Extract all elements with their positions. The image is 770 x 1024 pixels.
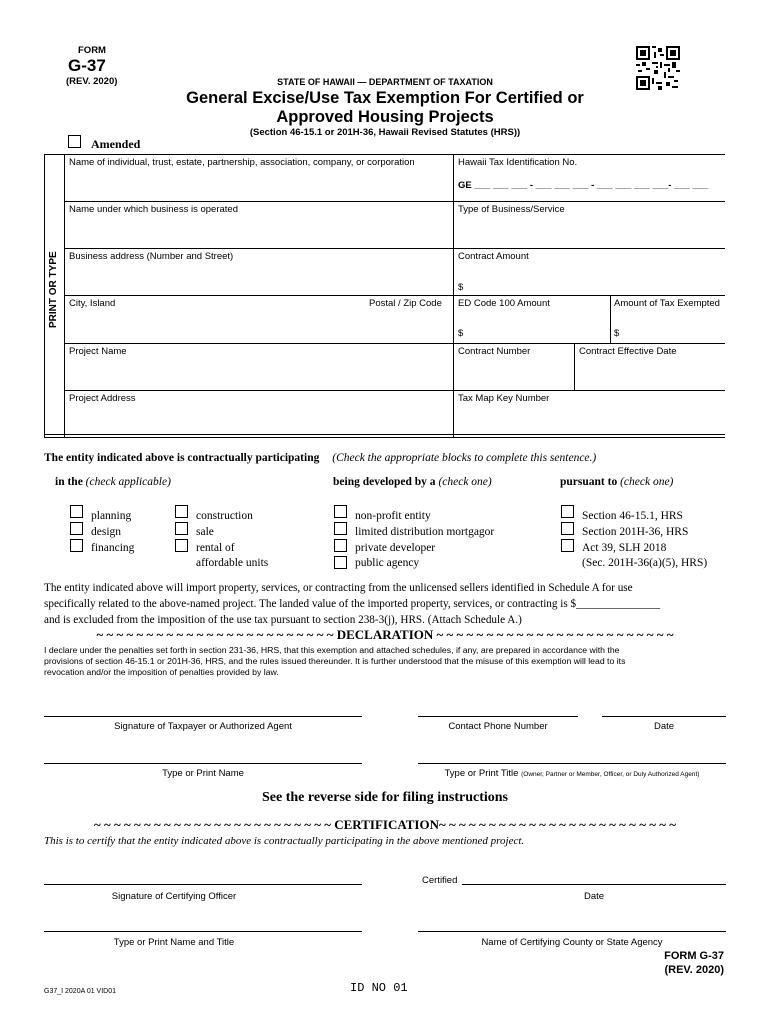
column-head-developer-text: being developed by a	[333, 476, 436, 488]
address-field[interactable]: Business address (Number and Street)	[69, 251, 234, 262]
tmk-field[interactable]: Tax Map Key Number	[458, 393, 550, 404]
planning-label: planning	[91, 510, 132, 522]
financing-label: financing	[91, 542, 135, 554]
column-head-authority-text: pursuant to	[560, 476, 618, 488]
contract-amount-field[interactable]: Contract Amount	[458, 251, 529, 262]
grid-bottom	[44, 434, 725, 435]
participation-instruction: (Check the appropriate blocks to complete this sentence.)	[332, 452, 597, 464]
row-line-2	[64, 248, 725, 249]
zip-field[interactable]: Postal / Zip Code	[369, 298, 442, 309]
section-201h-checkbox[interactable]	[561, 522, 574, 535]
print-name-label: Type or Print Name	[162, 768, 244, 779]
date-line[interactable]	[602, 716, 726, 717]
title-options: (Owner, Partner or Member, Officer, or Duly Authorized Agent)	[521, 771, 700, 778]
grid-split-2	[574, 343, 575, 390]
column-head-authority	[560, 476, 673, 488]
ed-code-field[interactable]: ED Code 100 Amount	[458, 298, 550, 309]
officer-name-line[interactable]	[44, 931, 362, 932]
planning-checkbox[interactable]	[70, 505, 83, 518]
rental-label-cont: affordable units	[196, 557, 269, 569]
mortgagor-label: limited distribution mortgagor	[355, 526, 495, 538]
taxpayer-signature-label: Signature of Taxpayer or Authorized Agent	[114, 721, 292, 732]
form-number: G-37	[68, 56, 106, 75]
officer-signature-label: Signature of Certifying Officer	[111, 891, 237, 902]
declaration-text	[44, 645, 726, 678]
participation-intro-text: The entity indicated above is contractually participating	[44, 452, 320, 464]
column-head-phase-note: (check applicable)	[85, 476, 171, 488]
print-title-line[interactable]	[418, 763, 726, 764]
form-title-line2: Approved Housing Projects	[276, 108, 494, 126]
column-head-phase-text: in the	[55, 476, 83, 488]
form-label: FORM	[78, 45, 106, 56]
mortgagor-checkbox[interactable]	[334, 522, 347, 535]
import-line-2[interactable]: specifically related to the above-named project. The landed value of the imported property, services, or contracting is $_______________	[44, 598, 661, 610]
rental-checkbox[interactable]	[175, 539, 188, 552]
import-line-1: The entity indicated above will import property, services, or contracting from the unlicensed sellers identified in Schedule A for use	[44, 582, 633, 594]
row-line-4	[64, 343, 725, 344]
print-title-text: Type or Print Title	[444, 768, 519, 779]
ed-code-dollar: $	[458, 328, 464, 339]
public-agency-label: public agency	[355, 557, 420, 569]
name-field[interactable]: Name of individual, trust, estate, partnership, association, company, or corporation	[69, 157, 415, 168]
declaration-line-1: I declare under the penalties set forth in section 231-36, HRS, that this exemption and attached schedules, if any, are prepared in accordance with the	[44, 645, 620, 655]
tax-id-field[interactable]: Hawaii Tax Identification No.	[458, 157, 578, 168]
section-46-checkbox[interactable]	[561, 505, 574, 518]
tax-exempted-dollar: $	[614, 328, 620, 339]
agency-name-line[interactable]	[418, 931, 726, 932]
column-head-developer-note: (check one)	[438, 476, 492, 488]
public-agency-checkbox[interactable]	[334, 556, 347, 569]
form-title-line1: General Excise/Use Tax Exemption For Certified or	[186, 89, 584, 107]
print-or-type-label: PRINT OR TYPE	[48, 251, 59, 328]
construction-checkbox[interactable]	[175, 505, 188, 518]
column-head-authority-note: (check one)	[620, 476, 674, 488]
form-revision: (REV. 2020)	[66, 76, 118, 87]
private-developer-checkbox[interactable]	[334, 539, 347, 552]
footer-form: FORM G-37	[664, 950, 724, 962]
act-39-checkbox[interactable]	[561, 539, 574, 552]
officer-name-label: Type or Print Name and Title	[113, 937, 235, 948]
amended-checkbox[interactable]	[68, 135, 81, 148]
amended-label: Amended	[91, 137, 141, 151]
project-address-field[interactable]: Project Address	[69, 393, 136, 404]
declaration-line-3: revocation and/or the imposition of penalties provided by law.	[44, 667, 279, 677]
tax-id-format: GE ___ ___ ___ - ___ ___ ___ - ___ ___ ___ ___- ___ ___	[458, 180, 709, 191]
non-profit-checkbox[interactable]	[334, 505, 347, 518]
dba-field[interactable]: Name under which business is operated	[69, 204, 238, 215]
print-title-label	[418, 768, 726, 779]
section-46-label: Section 46-15.1, HRS	[582, 510, 683, 522]
date-label: Date	[653, 721, 675, 732]
phone-line[interactable]	[418, 716, 578, 717]
declaration-heading: ~ ~ ~ ~ ~ ~ ~ ~ ~ ~ ~ ~ ~ ~ ~ ~ ~ ~ ~ ~ ~ ~ ~ ~ DECLARATION ~ ~ ~ ~ ~ ~ ~ ~ ~ ~ ~ ~ ~ ~ ~ ~ ~ ~ ~ ~ ~ ~ ~ ~	[96, 627, 674, 642]
design-label: design	[91, 526, 122, 538]
footer-id: ID NO 01	[350, 981, 408, 995]
grid-left	[44, 154, 45, 437]
column-head-developer	[333, 476, 492, 488]
officer-signature-line[interactable]	[44, 884, 362, 885]
certified-label: Certified	[422, 875, 458, 886]
act-39-label: Act 39, SLH 2018	[582, 542, 667, 554]
column-head-phase	[55, 476, 171, 488]
qr-code	[636, 46, 680, 90]
grid-split-1	[610, 295, 611, 343]
city-field[interactable]: City, Island	[69, 298, 116, 309]
declaration-line-2: provisions of section 46-15.1 or 201H-36, HRS, and the rules issued thereunder. It is further understood that the misuse of this exemption will lead to its	[44, 656, 626, 666]
agency-name-label: Name of Certifying County or State Agency	[481, 937, 663, 948]
act-39-label-cont: (Sec. 201H-36(a)(5), HRS)	[582, 557, 708, 569]
import-line-3: and is excluded from the imposition of the use tax pursuant to section 238-3(j), HRS. (Attach Schedule A.)	[44, 614, 522, 626]
row-line-3	[64, 295, 725, 296]
taxpayer-signature-line[interactable]	[44, 716, 362, 717]
tax-exempted-field[interactable]: Amount of Tax Exempted	[614, 298, 720, 309]
certification-text: This is to certify that the entity indicated above is contractually participating in the above mentioned project.	[44, 835, 525, 847]
non-profit-label: non-profit entity	[355, 510, 431, 522]
footer-revision: (REV. 2020)	[664, 964, 724, 976]
sale-checkbox[interactable]	[175, 522, 188, 535]
contract-number-field[interactable]: Contract Number	[458, 346, 531, 357]
contract-amount-dollar: $	[458, 282, 464, 293]
grid-top	[44, 154, 725, 155]
agency-name: STATE OF HAWAII — DEPARTMENT OF TAXATION	[277, 77, 493, 87]
reverse-side-note: See the reverse side for filing instructions	[261, 790, 508, 805]
design-checkbox[interactable]	[70, 522, 83, 535]
participation-intro	[44, 452, 596, 464]
project-name-field[interactable]: Project Name	[69, 346, 127, 357]
certification-heading: ~ ~ ~ ~ ~ ~ ~ ~ ~ ~ ~ ~ ~ ~ ~ ~ ~ ~ ~ ~ ~ ~ ~ ~ CERTIFICATION~ ~ ~ ~ ~ ~ ~ ~ ~ ~ ~ ~ ~ ~ ~ ~ ~ ~ ~ ~ ~ ~ ~ ~	[93, 817, 676, 832]
import-paragraph	[44, 580, 726, 628]
construction-label: construction	[196, 510, 253, 522]
row-line-5	[64, 390, 725, 391]
form-subtitle: (Section 46-15.1 or 201H-36, Hawaii Revised Statutes (HRS))	[249, 127, 521, 138]
print-name-line[interactable]	[44, 763, 362, 764]
financing-checkbox[interactable]	[70, 539, 83, 552]
row-line-1	[64, 201, 725, 202]
private-developer-label: private developer	[355, 542, 436, 554]
contract-date-field[interactable]: Contract Effective Date	[579, 346, 677, 357]
certified-date-line[interactable]	[462, 884, 726, 885]
grid-bottom-2	[44, 437, 725, 438]
business-type-field[interactable]: Type of Business/Service	[458, 204, 565, 215]
rental-label: rental of	[196, 542, 235, 554]
sale-label: sale	[196, 526, 214, 538]
section-201h-label: Section 201H-36, HRS	[582, 526, 689, 538]
certified-date-label: Date	[583, 891, 605, 902]
footer-code: G37_I 2020A 01 VID01	[44, 988, 116, 995]
phone-label: Contact Phone Number	[448, 721, 548, 732]
